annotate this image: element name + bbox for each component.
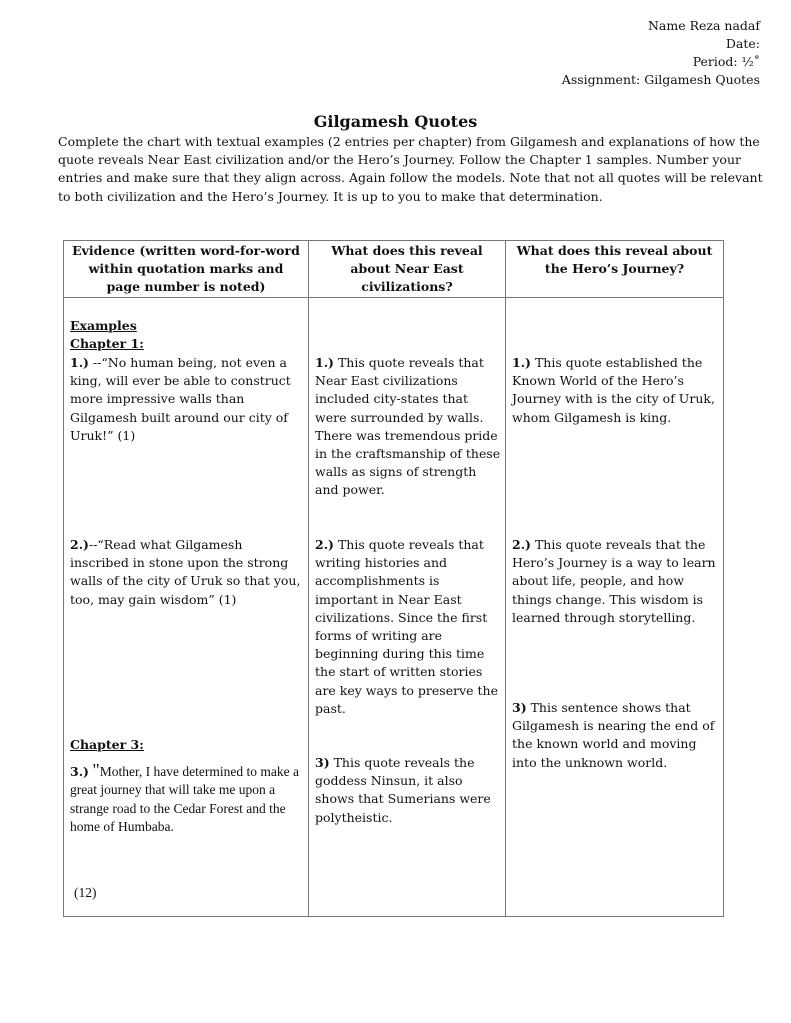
chapter-1-heading: Chapter 1:: [70, 336, 144, 351]
journey-entry-3: 3) This sentence shows that Gilgamesh is nearing the end of the known world and moving into the unknown world.: [512, 700, 715, 770]
period-field: Period: ½˚: [692, 54, 760, 69]
evidence-entry-2: 2.)--“Read what Gilgamesh inscribed in stone upon the strong walls of the city of Uruk so that you, too, may gain wisdom” (1): [70, 537, 301, 607]
evidence-entry-3: 3.) "Mother, I have determined to make a great journey that will take me upon a strange road to the Cedar Forest and the home of Humbaba.: [70, 760, 299, 834]
civilization-entry-3: 3) This quote reveals the goddess Ninsun, it also shows that Sumerians were polytheistic.: [315, 755, 491, 825]
chart-body-row: [64, 298, 724, 917]
chapter-3-heading: Chapter 3:: [70, 737, 144, 752]
evidence-entry-1: 1.) --“No human being, not even a king, will ever be able to construct more impressive walls than Gilgamesh built around our city of Uruk!” (1): [70, 355, 291, 443]
civilization-entry-1: 1.) This quote reveals that Near East civilizations included city-states that were surrounded by walls. There was tremendous pride in the craftsmanship of these walls as signs of strength and power.: [315, 355, 501, 498]
evidence-entry-3-page: (12): [74, 885, 97, 900]
page-title: Gilgamesh Quotes: [313, 112, 478, 131]
heros-journey-column: [506, 298, 724, 917]
near-east-column: [309, 298, 506, 917]
examples-heading: Examples: [70, 318, 137, 333]
student-info-header: [562, 17, 760, 89]
student-name: Name Reza nadaf: [647, 18, 760, 33]
chart-header-row: [64, 241, 724, 298]
instructions-paragraph: Complete the chart with textual examples (2 entries per chapter) from Gilgamesh and explanations of how the quote reveals Near East civilization and/or the Hero’s Journey. Follow the Chapter 1 samples. Number your entries and make sure that they align across. Again follow the models. Note that not all quotes will be relevant to both civilization and the Hero’s Journey. It is up to you to make that determination.: [58, 134, 763, 204]
header-heros-journey: What does this reveal about the Hero’s Journey?: [506, 241, 724, 298]
quotes-chart: [63, 240, 724, 917]
assignment-name: Assignment: Gilgamesh Quotes: [561, 72, 760, 87]
header-evidence: Evidence (written word-for-word within quotation marks and page number is noted): [64, 241, 309, 298]
journey-entry-2: 2.) This quote reveals that the Hero’s Journey is a way to learn about life, people, and how things change. This wisdom is learned through storytelling.: [512, 537, 716, 625]
header-near-east: What does this reveal about Near East civilizations?: [309, 241, 506, 298]
journey-entry-1: 1.) This quote established the Known World of the Hero’s Journey with is the city of Uruk, whom Gilgamesh is king.: [512, 355, 715, 425]
civilization-entry-2: 2.) This quote reveals that writing histories and accomplishments is important in Near East civilizations. Since the first forms of writing are beginning during this time the start of written stories are key ways to preserve the past.: [315, 537, 498, 716]
date-field: Date:: [725, 36, 760, 51]
evidence-column: [64, 298, 309, 917]
